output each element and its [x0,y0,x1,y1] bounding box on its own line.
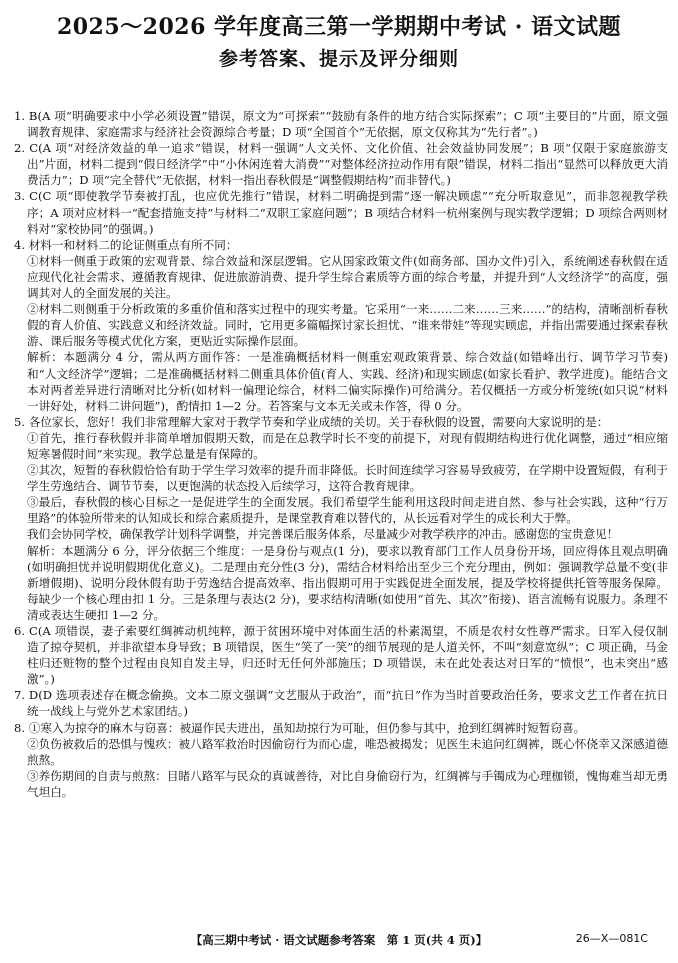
answer-paragraph: 6. C(A 项错误，妻子索要红绸裤动机纯粹，源于贫困环境中对体面生活的朴素渴望，不质是农村女性尊严需求。日军入侵仅制造了掠夺契机，并非欲望本身导致；B 项错误，医生“笑了一笑”的细节展现的是人道关怀，不叫“刻意宽纵”；C 项正确，马金柱归还赃物的整个过程由良知自发主导，归还时无任何外部施压；D 项错误，未在此处表达对日军的“愤恨”，也未突出“感激”。) [14,624,668,687]
footer-page-info: 【高三期中考试 · 语文试题参考答案 第 1 页(共 4 页)】 [190,933,488,947]
analysis-paragraph: 解析：本题满分 4 分，需从两方面作答：一是准确概括材料一侧重宏观政策背景、综合效益(如错峰出行、调节学习节奏)和“人文经济学”逻辑；二是准确概括材料二侧重具体价值(育人、实践、经济)和现实顾虑(如家长看护、教学进度)。能结合文本对两者差异进行清晰对比分析(如材料一偏理论综合，材料二偏实际操作)可给满分。若仅概括一方或分析笼统(如只说“材料一讲好处，材料二讲问题”)，酌情扣 1—2 分。若答案与文本无关或未作答，得 0 分。 [27,350,668,413]
answer-paragraph: ③最后，春秋假的核心目标之一是促进学生的全面发展。我们希望学生能利用这段时间走进自然、参与社会实践，这种“行万里路”的体验所带来的认知成长和综合素质提升，是课堂教育难以替代的，从长远看对学生的成长利大于弊。 [27,495,668,526]
answer-paragraph: 8. ①寒入为掠夺的麻木与窃喜：被逼作民夫进出，虽知劫掠行为可耻，但仍参与其中，抢到红绸裤时短暂窃喜。 [14,720,586,735]
answer-paragraph: 1. B(A 项“明确要求中小学必须设置”错误，原文为“可探索”“鼓励有条件的地方结合实际探索”；C 项“主要目的”片面，原文强调教育规律、家庭需求与经济社会资源综合考量；D 项“全国首个”无依据，原文仅称其为“先行者”。) [14,109,668,140]
answer-paragraph: ①首先，推行春秋假并非简单增加假期天数，而是在总教学时长不变的前提下，对现有假期结构进行优化调整，通过“相应缩短寒暑假时间”来实现。教学总量是有保障的。 [27,430,668,461]
answer-paragraph: 4. 材料一和材料二的论证侧重点有所不同： [14,237,238,252]
page-title: 2025～2026 学年度高三第一学期期中考试 · 语文试题 [56,14,622,40]
analysis-paragraph: 解析：本题满分 6 分，评分依据三个维度：一是身份与观点(1 分)，要求以教育部门工作人员身份开场，回应得体且观点明确(如明确担忧并说明假期优化意义)。二是理由充分性(3 分)，需结合材料给出至少三个充分理由，例如：强调教学总量不变(非新增假期)、说明分段休假有助于劳逸结合提高效率、指出假期可用于实践促进全面发展，提及学校将提供托管等服务保障。每缺少一个核心理由扣 1 分。三是条理与表达(2 分)，要求结构清晰(如使用“首先、其次”衔接)、语言流畅有说服力。条理不清或表达生硬扣 1—2 分。 [27,543,668,622]
page-subtitle: 参考答案、提示及评分细则 [218,48,459,70]
answer-paragraph: ②材料二则侧重于分析政策的多重价值和落实过程中的现实考量。它采用“一来……二来……三来……”的结构，清晰剖析春秋假的育人价值、实践意义和经济效益。同时，它用更多篇幅探讨家长担忧、“谁来带娃”等现实顾虑，并指出需要通过探索春秋游、课后服务等模式优化方案，更贴近实际操作层面。 [27,302,668,349]
answer-paragraph: ③养伤期间的自责与煎熬：目睹八路军与民众的真诚善待，对比自身偷窃行为，红绸裤与手镯成为心理枷锁，愧悔难当却无勇气坦白。 [27,768,668,799]
answer-paragraph: ②其次，短暂的春秋假恰恰有助于学生学习效率的提升而非降低。长时间连续学习容易导致疲劳，在学期中设置短假，有利于学生劳逸结合、调节节奏，以更饱满的状态投入后续学习，这符合教育规律。 [27,463,668,494]
answer-paragraph: 5. 各位家长，您好！我们非常理解大家对于教学节奏和学业成绩的关切。关于春秋假的设置，需要向大家说明的是： [14,414,609,429]
answer-paragraph: 3. C(C 项“即使教学节奏被打乱，也应优先推行”错误，材料二明确提到需“逐一解决顾虑”“充分听取意见”，而非忽视教学秩序；A 项对应材料一“配套措施支持”与材料二“双职工家庭问题”；B 项结合材料一杭州案例与现实教学逻辑；D 项综合两则材料对“家校协同”的强调。) [14,189,668,236]
answer-paragraph: 我们会协同学校，确保教学计划科学调整，并完善课后服务体系，尽量减少对教学秩序的冲击。感谢您的宝贵意见！ [27,527,619,542]
footer-code: 26—X—081C [575,932,648,945]
answer-paragraph: ①材料一侧重于政策的宏观背景、综合效益和深层逻辑。它从国家政策文件(如商务部、国办文件)引入，系统阐述春秋假在适应现代化社会需求、遵循教育规律、促进旅游消费、提升学生综合素质等方面的综合考量，并提升到“人文经济学”的高度，强调其对人的全面发展的关注。 [27,253,668,301]
answer-body [14,108,668,800]
answer-paragraph: 2. C(A 项“对经济效益的单一追求”错误，材料一强调“人文关怀、文化价值、社会效益协同发展”；B 项“仅限于家庭旅游支出”片面，材料二提到“假日经济学”中“小休闲连着大消费”“对整体经济拉动作用有限”错误，材料二指出“显然可以释放更大消费活力”；D 项“完全替代”无依据，材料一指出春秋假是“调整假期结构”而非替代。) [14,141,668,188]
page-footer [0,932,678,950]
answer-paragraph: 7. D(D 选项表述存在概念偷换。文本二原文强调“文艺服从于政治”，而“抗日”作为当时首要政治任务，要求文艺工作者在抗日统一战线上与党外艺术家团结。) [14,688,668,719]
answer-paragraph: ②负伤被救后的恐惧与愧疚：被八路军救治时因偷窃行为而心虚，唯恐被揭发；见医生未追问红绸裤，既心怀侥幸又深感道德煎熬。 [27,736,668,767]
